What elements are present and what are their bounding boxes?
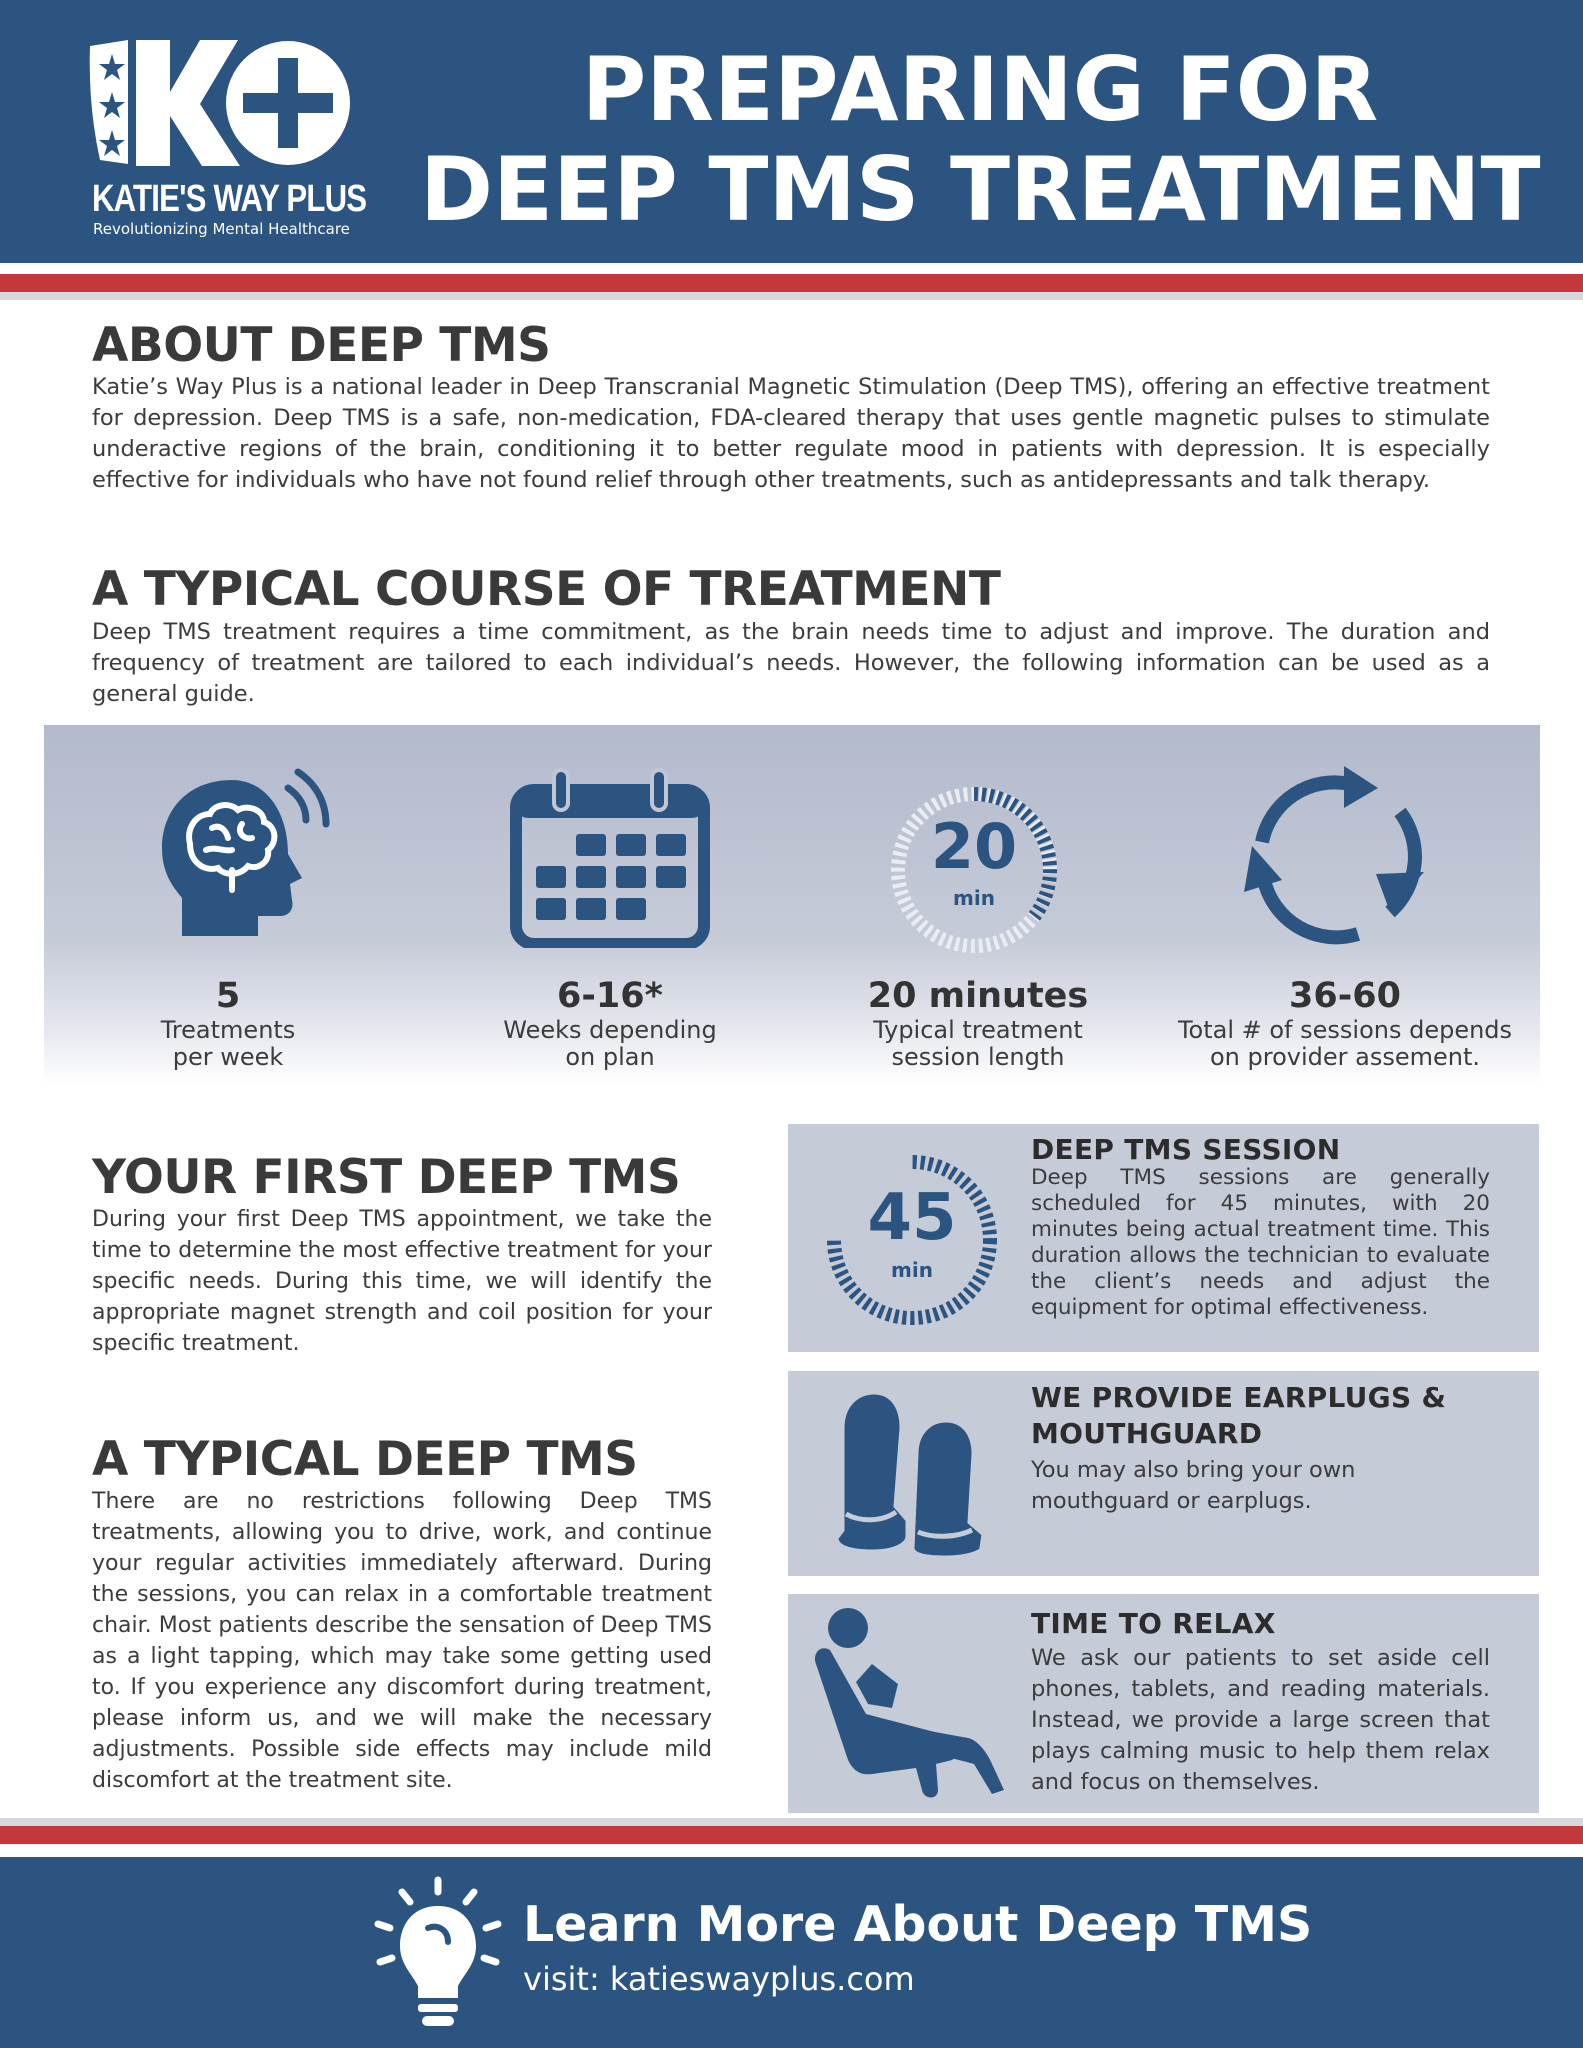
timer-20-icon — [888, 784, 1060, 956]
first-session-heading: YOUR FIRST DEEP TMS — [92, 1150, 681, 1205]
stat-desc-weeks-line-2: on plan — [565, 1043, 655, 1071]
brain-head-icon — [140, 758, 330, 948]
footer-divider-red — [0, 1826, 1583, 1844]
stat-value-total-sessions: 36-60 — [1289, 976, 1401, 1016]
course-body: Deep TMS treatment requires a time commitment, as the brain needs time to adjust and improve. The duration and frequency of treatment are tailored to each individual’s needs. However, the following information can be used as a general guide. — [92, 619, 1490, 707]
logo-tagline: Revolutionizing Mental Healthcare — [93, 220, 350, 238]
typical-session-heading: A TYPICAL DEEP TMS — [92, 1432, 638, 1487]
session-card-title: DEEP TMS SESSION — [1031, 1133, 1341, 1166]
stat-value-treatments: 5 — [215, 976, 241, 1016]
logo-name: KATIE'S WAY PLUS — [92, 178, 367, 220]
about-heading: ABOUT DEEP TMS — [92, 318, 551, 373]
timer-20-number: 20 — [930, 810, 1018, 883]
recliner-chair-icon — [812, 1604, 1012, 1804]
calendar-icon — [510, 768, 710, 948]
footer-divider-white — [0, 1844, 1583, 1857]
stat-desc-weeks-line-1: Weeks depending — [503, 1016, 717, 1044]
page-title-line-1: PREPARING FOR — [581, 38, 1379, 141]
earplugs-card-body: You may also bring your own mouthguard or earplugs. — [1031, 1457, 1356, 1514]
header-divider-gray — [0, 292, 1583, 300]
stat-desc-treatments-line-2: per week — [172, 1043, 284, 1071]
footer-title: Learn More About Deep TMS — [523, 1896, 1313, 1953]
earplugs-card-title-line-1: WE PROVIDE EARPLUGS & — [1031, 1381, 1447, 1414]
stat-value-session-length: 20 minutes — [867, 976, 1089, 1016]
lightbulb-icon — [372, 1876, 504, 2032]
course-heading: A TYPICAL COURSE OF TREATMENT — [92, 562, 1001, 617]
relax-card-title: TIME TO RELAX — [1031, 1607, 1276, 1640]
stat-desc-treatments-line-1: Treatments — [160, 1016, 296, 1044]
relax-card-body: We ask our patients to set aside cell phones, tablets, and reading materials. Instead, we provide a large screen that plays calming music to help them relax and focus on themselves. — [1031, 1645, 1490, 1795]
earplugs-icon — [812, 1388, 1002, 1558]
typical-session-body: There are no restrictions following Deep TMS treatments, allowing you to drive, work, and continue your regular activities immediately afterward. During the sessions, you can relax in a comfortable treatment chair. Most patients describe the sensation of Deep TMS as a light tapping, which may take some getting used to. If you experience any discomfort during treatment, please inform us, and we will make the necessary adjustments. Possible side effects may include mild discomfort at the treatment site. — [92, 1489, 712, 1793]
stat-desc-total-sessions-line-2: on provider assement. — [1209, 1043, 1481, 1071]
page-title-line-2: DEEP TMS TREATMENT — [420, 138, 1541, 241]
first-session-body: During your first Deep TMS appointment, we take the time to determine the most effective treatment for your specific needs. During this time, we will identify the appropriate magnet strength and coil position for your specific treatment. — [92, 1207, 712, 1356]
website-link[interactable]: visit: katieswayplus.com — [523, 1960, 915, 1998]
header-divider-white — [0, 263, 1583, 274]
session-card-body: Deep TMS sessions are generally scheduled for 45 minutes, with 20 minutes being actual treatment time. This duration allows the technician to evaluate the client’s needs and adjust the equipment for optimal effectiveness. — [1031, 1165, 1490, 1320]
stat-desc-total-sessions-line-1: Total # of sessions depends — [1177, 1016, 1513, 1044]
timer-45-number: 45 — [867, 1181, 957, 1255]
timer-45-unit: min — [891, 1258, 933, 1282]
cycle-arrows-icon — [1240, 762, 1430, 952]
footer-divider-gray — [0, 1818, 1583, 1826]
stat-desc-session-length-line-2: session length — [891, 1043, 1065, 1071]
header-divider-red — [0, 274, 1583, 292]
earplugs-card-title-line-2: MOUTHGUARD — [1031, 1417, 1263, 1450]
stat-desc-session-length-line-1: Typical treatment — [873, 1016, 1083, 1044]
timer-45-icon — [822, 1150, 1002, 1330]
timer-20-unit: min — [953, 886, 995, 910]
about-body: Katie’s Way Plus is a national leader in Deep Transcranial Magnetic Stimulation (Deep TMS), offering an effective treatment for depression. Deep TMS is a safe, non-medication, FDA-cleared therapy that uses gentle magnetic pulses to stimulate underactive regions of the brain, conditioning it to better regulate mood in patients with depression. It is especially effective for individuals who have not found relief through other treatments, such as antidepressants and talk therapy. — [92, 374, 1490, 493]
stat-value-weeks: 6-16* — [557, 976, 663, 1016]
